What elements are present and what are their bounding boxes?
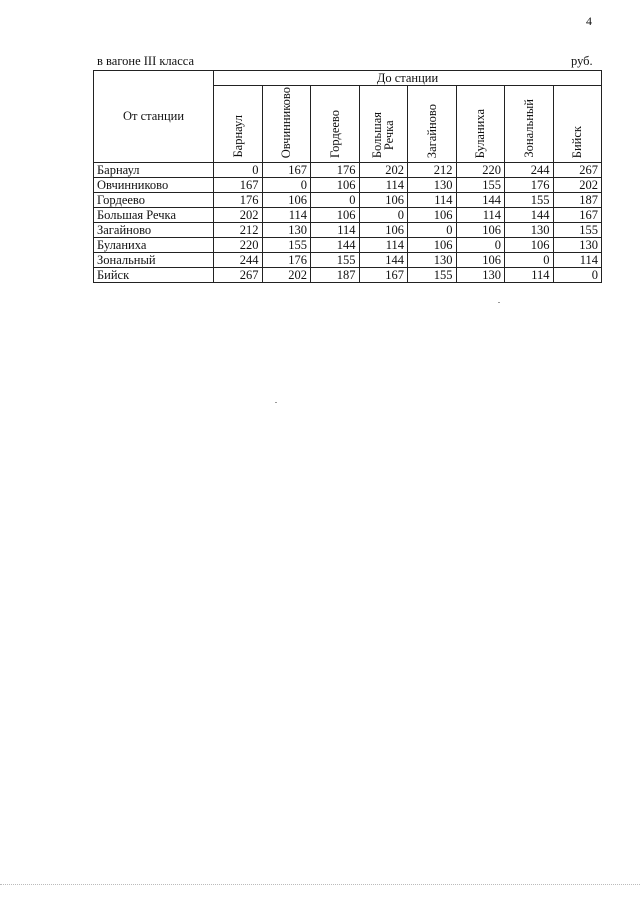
column-header-label: Барнаул	[230, 115, 245, 158]
row-station-name: Овчинниково	[94, 178, 214, 193]
table-row	[94, 238, 602, 253]
column-header	[311, 86, 360, 163]
table-row	[94, 193, 602, 208]
fare-cell: 155	[456, 178, 505, 193]
fare-cell: 106	[359, 193, 408, 208]
currency-label: руб.	[571, 54, 593, 68]
row-station-name: Зональный	[94, 253, 214, 268]
fare-cell: 267	[214, 268, 263, 283]
fare-table	[93, 70, 602, 283]
fare-cell: 114	[359, 178, 408, 193]
page-number: 4	[586, 14, 592, 28]
fare-cell: 106	[456, 253, 505, 268]
fare-cell: 114	[408, 193, 457, 208]
table-row	[94, 253, 602, 268]
fare-cell: 106	[262, 193, 311, 208]
fare-cell: 0	[505, 253, 554, 268]
fare-cell: 155	[311, 253, 360, 268]
column-header	[359, 86, 408, 163]
row-station-name: Гордеево	[94, 193, 214, 208]
fare-cell: 167	[262, 163, 311, 178]
fare-cell: 106	[311, 178, 360, 193]
fare-cell: 155	[553, 223, 602, 238]
scan-speck	[498, 302, 500, 303]
fare-cell: 167	[359, 268, 408, 283]
fare-cell: 106	[359, 223, 408, 238]
fare-cell: 176	[311, 163, 360, 178]
fare-cell: 114	[456, 208, 505, 223]
fare-cell: 114	[359, 238, 408, 253]
fare-cell: 130	[262, 223, 311, 238]
fare-cell: 114	[311, 223, 360, 238]
row-station-name: Барнаул	[94, 163, 214, 178]
column-header	[214, 86, 263, 163]
fare-cell: 106	[311, 208, 360, 223]
fare-cell: 212	[214, 223, 263, 238]
column-header	[505, 86, 554, 163]
column-header-label: Зональный	[521, 99, 536, 158]
fare-cell: 130	[408, 253, 457, 268]
fare-cell: 155	[408, 268, 457, 283]
fare-cell: 220	[456, 163, 505, 178]
fare-cell: 114	[553, 253, 602, 268]
column-header-label: Буланиха	[473, 108, 488, 158]
fare-cell: 176	[214, 193, 263, 208]
fare-cell: 106	[408, 208, 457, 223]
fare-cell: 144	[505, 208, 554, 223]
fare-cell: 0	[456, 238, 505, 253]
fare-cell: 114	[505, 268, 554, 283]
column-header-label: Большая Речка	[370, 111, 397, 158]
table-row	[94, 178, 602, 193]
fare-cell: 167	[553, 208, 602, 223]
fare-cell: 187	[553, 193, 602, 208]
fare-cell: 155	[505, 193, 554, 208]
fare-cell: 0	[214, 163, 263, 178]
page-bottom-edge	[0, 884, 640, 885]
fare-cell: 106	[408, 238, 457, 253]
to-station-header: До станции	[214, 71, 602, 86]
column-header-label: Загайново	[424, 103, 439, 158]
fare-cell: 144	[359, 253, 408, 268]
fare-cell: 0	[359, 208, 408, 223]
column-header	[456, 86, 505, 163]
column-header-label: Бийск	[570, 125, 585, 158]
fare-cell: 220	[214, 238, 263, 253]
row-station-name: Загайново	[94, 223, 214, 238]
column-header	[553, 86, 602, 163]
fare-cell: 114	[262, 208, 311, 223]
table-row	[94, 163, 602, 178]
fare-cell: 144	[456, 193, 505, 208]
fare-cell: 106	[456, 223, 505, 238]
fare-cell: 0	[553, 268, 602, 283]
fare-cell: 0	[408, 223, 457, 238]
fare-cell: 144	[311, 238, 360, 253]
fare-cell: 202	[262, 268, 311, 283]
fare-cell: 212	[408, 163, 457, 178]
fare-cell: 155	[262, 238, 311, 253]
table-caption: в вагоне III класса	[97, 54, 195, 68]
scan-speck	[275, 402, 277, 403]
fare-cell: 244	[214, 253, 263, 268]
fare-cell: 244	[505, 163, 554, 178]
fare-cell: 0	[311, 193, 360, 208]
column-header	[262, 86, 311, 163]
fare-cell: 130	[456, 268, 505, 283]
fare-cell: 176	[505, 178, 554, 193]
table-row	[94, 223, 602, 238]
fare-cell: 187	[311, 268, 360, 283]
fare-cell: 176	[262, 253, 311, 268]
row-station-name: Бийск	[94, 268, 214, 283]
from-station-header: От станции	[94, 71, 214, 163]
fare-cell: 130	[408, 178, 457, 193]
fare-cell: 202	[553, 178, 602, 193]
row-station-name: Большая Речка	[94, 208, 214, 223]
fare-cell: 202	[359, 163, 408, 178]
fare-cell: 167	[214, 178, 263, 193]
fare-cell: 130	[553, 238, 602, 253]
table-row	[94, 208, 602, 223]
fare-cell: 106	[505, 238, 554, 253]
table-row	[94, 268, 602, 283]
column-header-label: Овчинниково	[279, 86, 294, 158]
fare-cell: 130	[505, 223, 554, 238]
column-header	[408, 86, 457, 163]
column-header-label: Гордеево	[327, 110, 342, 158]
row-station-name: Буланиха	[94, 238, 214, 253]
fare-cell: 0	[262, 178, 311, 193]
fare-cell: 202	[214, 208, 263, 223]
fare-cell: 267	[553, 163, 602, 178]
